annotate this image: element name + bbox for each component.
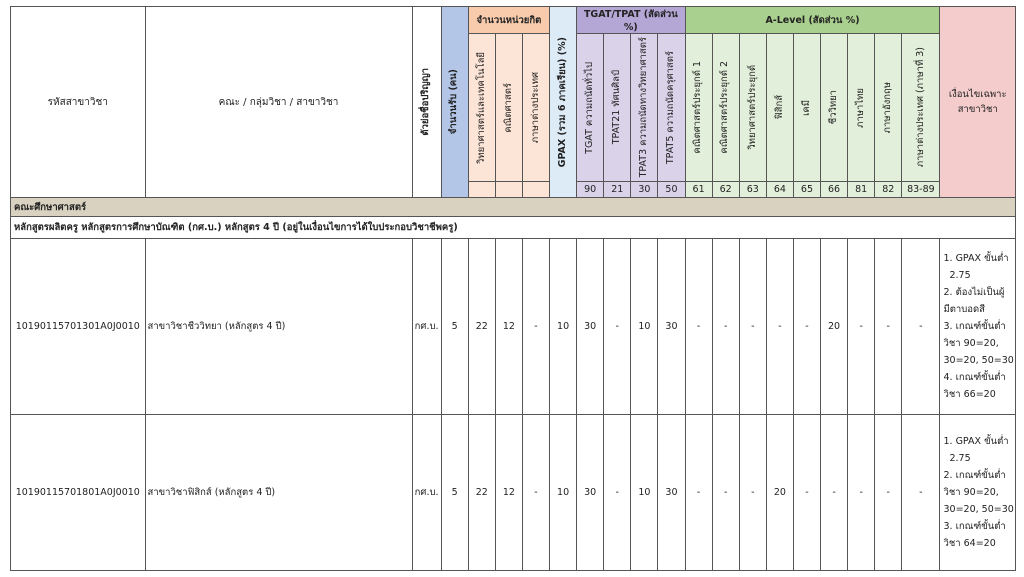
code-66: 66: [821, 182, 848, 198]
math-units-cell: 12: [495, 239, 522, 415]
alevel-cell: -: [902, 415, 940, 571]
code-30: 30: [631, 182, 658, 198]
alevel-cell: -: [848, 239, 875, 415]
header-alevel-63: วิทยาศาสตร์ประยุกต์: [739, 34, 766, 182]
condition-line: มีตาบอดสี: [943, 304, 985, 315]
major-code: 10190115701301A0J0010: [11, 239, 146, 415]
conditions-cell: [940, 415, 1016, 571]
header-unit-math: คณิตศาสตร์: [495, 34, 522, 182]
header-conditions: เงื่อนไขเฉพาะสาขาวิชา: [940, 7, 1016, 198]
header-units-group: จำนวนหน่วยกิต: [468, 7, 549, 34]
header-tgat-group: TGAT/TPAT (สัดส่วน %): [577, 7, 685, 34]
header-tgat-90: TGAT ความถนัดทั่วไป: [577, 34, 604, 182]
gpax-cell: 10: [550, 415, 577, 571]
header-unit-lang: ภาษาต่างประเทศ: [522, 34, 549, 182]
code-82: 82: [875, 182, 902, 198]
header-alevel-64: ฟิสิกส์: [766, 34, 793, 182]
alevel-cell: -: [902, 239, 940, 415]
condition-line: วิชา 90=20,: [943, 338, 999, 349]
tgat-cell: -: [604, 239, 631, 415]
admission-table: [10, 6, 1016, 571]
header-alevel-group: A-Level (สัดส่วน %): [685, 7, 940, 34]
table-row: [11, 239, 1016, 415]
condition-line: วิชา 90=20,: [943, 487, 999, 498]
seats-cell: 5: [441, 239, 468, 415]
lang-units-cell: -: [522, 239, 549, 415]
code-50: 50: [658, 182, 685, 198]
alevel-cell: -: [685, 239, 712, 415]
header-alevel-62: คณิตศาสตร์ประยุกต์ 2: [712, 34, 739, 182]
condition-line: 1. GPAX ขั้นต่ำ: [943, 436, 1009, 447]
sci-units-cell: 22: [468, 239, 495, 415]
alevel-cell: 20: [766, 415, 793, 571]
seats-cell: 5: [441, 415, 468, 571]
alevel-cell: -: [712, 415, 739, 571]
header-alevel-65: เคมี: [793, 34, 820, 182]
tgat-cell: 10: [631, 239, 658, 415]
header-seats: จำนวนรับ (คน): [441, 7, 468, 198]
condition-line: 2. ต้องไม่เป็นผู้: [943, 287, 1005, 298]
lang-units-cell: -: [522, 415, 549, 571]
condition-line: 30=20, 50=30: [943, 504, 1014, 515]
alevel-cell: -: [821, 415, 848, 571]
tgat-cell: 30: [577, 239, 604, 415]
header-degree: ตัวย่อชื่อปริญญา: [412, 7, 441, 198]
code-90: 90: [577, 182, 604, 198]
header-alevel-61: คณิตศาสตร์ประยุกต์ 1: [685, 34, 712, 182]
major-code: 10190115701801A0J0010: [11, 415, 146, 571]
table-row: [11, 415, 1016, 571]
faculty-row: คณะศึกษาศาสตร์: [11, 198, 1016, 217]
header-alevel-66: ชีววิทยา: [821, 34, 848, 182]
header-unit-math-code: [495, 182, 522, 198]
degree-cell: กศ.บ.: [412, 415, 441, 571]
condition-line: 3. เกณฑ์ขั้นต่ำ: [943, 521, 1006, 532]
alevel-cell: -: [793, 239, 820, 415]
condition-line: 30=20, 50=30: [943, 355, 1014, 366]
header-alevel-82: ภาษาอังกฤษ: [875, 34, 902, 182]
tgat-cell: 30: [658, 415, 685, 571]
math-units-cell: 12: [495, 415, 522, 571]
condition-line: 3. เกณฑ์ขั้นต่ำ: [943, 321, 1006, 332]
code-65: 65: [793, 182, 820, 198]
alevel-cell: -: [739, 415, 766, 571]
alevel-cell: -: [766, 239, 793, 415]
alevel-cell: -: [712, 239, 739, 415]
sci-units-cell: 22: [468, 415, 495, 571]
condition-line: 2. เกณฑ์ขั้นต่ำ: [943, 470, 1006, 481]
tgat-cell: 10: [631, 415, 658, 571]
alevel-cell: 20: [821, 239, 848, 415]
program-row: หลักสูตรผลิตครู หลักสูตรการศึกษาบัณฑิต (กศ.บ.) หลักสูตร 4 ปี (อยู่ในเงื่อนไขการได้ใบประกอบวิชาชีพครู): [11, 217, 1016, 239]
alevel-cell: -: [875, 415, 902, 571]
condition-line: 2.75: [949, 270, 971, 281]
alevel-cell: -: [848, 415, 875, 571]
condition-line: วิชา 64=20: [943, 538, 996, 549]
tgat-cell: 30: [658, 239, 685, 415]
alevel-cell: -: [739, 239, 766, 415]
header-faculty-major: คณะ / กลุ่มวิชา / สาขาวิชา: [145, 7, 412, 198]
header-code: รหัสสาขาวิชา: [11, 7, 146, 198]
code-81: 81: [848, 182, 875, 198]
header-gpax: GPAX (รวม 6 ภาคเรียน) (%): [550, 7, 577, 198]
header-alevel-83-89: ภาษาต่างประเทศ (ภาษาที่ 3): [902, 34, 940, 182]
major-name: สาขาวิชาฟิสิกส์ (หลักสูตร 4 ปี): [145, 415, 412, 571]
code-64: 64: [766, 182, 793, 198]
code-63: 63: [739, 182, 766, 198]
alevel-cell: -: [685, 415, 712, 571]
code-61: 61: [685, 182, 712, 198]
major-name: สาขาวิชาชีววิทยา (หลักสูตร 4 ปี): [145, 239, 412, 415]
conditions-cell: [940, 239, 1016, 415]
header-unit-sci-code: [468, 182, 495, 198]
code-83-89: 83-89: [902, 182, 940, 198]
alevel-cell: -: [793, 415, 820, 571]
condition-line: 2.75: [949, 453, 971, 464]
tgat-cell: 30: [577, 415, 604, 571]
alevel-cell: -: [875, 239, 902, 415]
condition-line: 1. GPAX ขั้นต่ำ: [943, 253, 1009, 264]
header-tpat-5: TPAT5 ความถนัดครุศาสตร์: [658, 34, 685, 182]
header-unit-sci: วิทยาศาสตร์และเทคโนโลยี: [468, 34, 495, 182]
header-tpat-3: TPAT3 ความถนัดทางวิทยาศาสตร์: [631, 34, 658, 182]
condition-line: วิชา 66=20: [943, 389, 996, 400]
tgat-cell: -: [604, 415, 631, 571]
condition-line: 4. เกณฑ์ขั้นต่ำ: [943, 372, 1006, 383]
code-21: 21: [604, 182, 631, 198]
code-62: 62: [712, 182, 739, 198]
header-unit-lang-code: [522, 182, 549, 198]
header-tpat-21: TPAT21 ทัศนศิลป์: [604, 34, 631, 182]
gpax-cell: 10: [550, 239, 577, 415]
degree-cell: กศ.บ.: [412, 239, 441, 415]
header-alevel-81: ภาษาไทย: [848, 34, 875, 182]
